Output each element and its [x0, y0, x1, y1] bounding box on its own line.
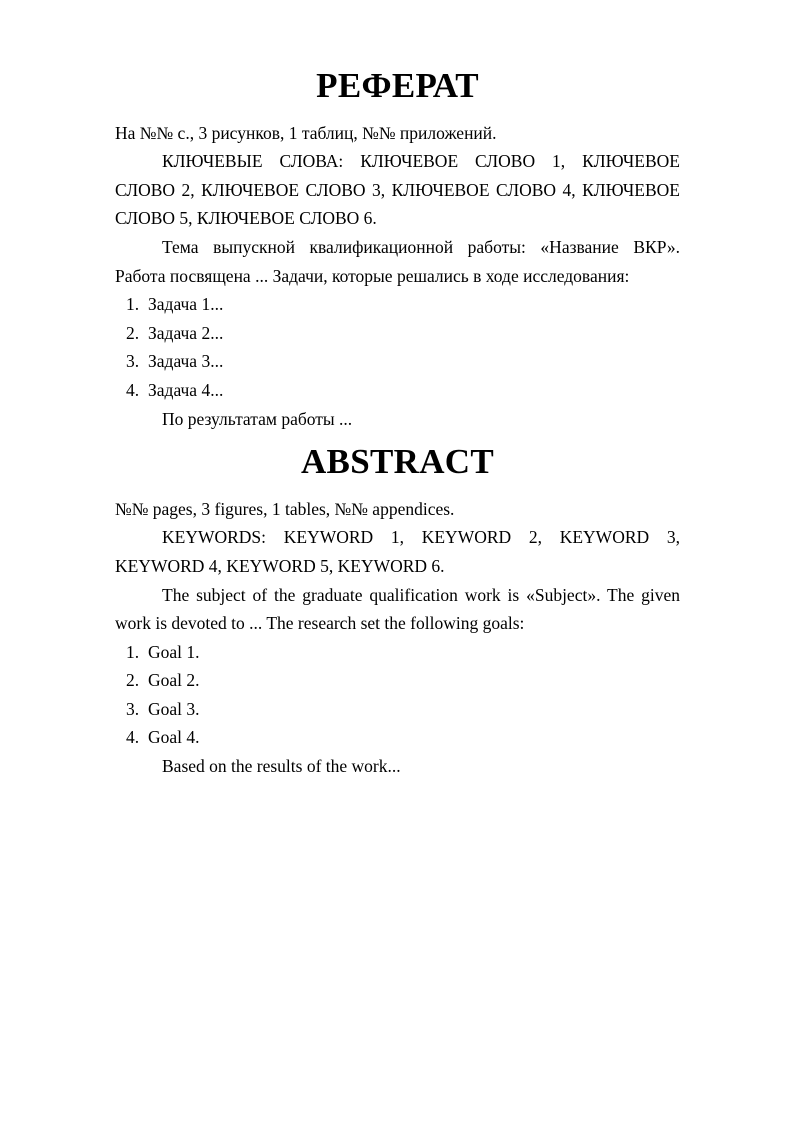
abstract-goal-list: [115, 638, 680, 752]
list-item-number: 2.: [126, 322, 140, 343]
abstract-closing-paragraph: Based on the results of the work...: [162, 756, 401, 777]
list-item-number: 2.: [126, 670, 140, 691]
list-item-number: 1.: [126, 294, 140, 315]
list-item: [115, 638, 680, 667]
list-item-number: 1.: [126, 641, 140, 662]
list-item: [115, 695, 680, 724]
list-item-number: 3.: [126, 351, 140, 372]
list-item-text: Goal 2.: [148, 670, 200, 691]
list-item: [115, 347, 680, 376]
list-item-text: Goal 4.: [148, 727, 200, 748]
list-item-text: Задача 2...: [148, 322, 224, 343]
referat-task-list: [115, 290, 680, 404]
list-item: [115, 723, 680, 752]
referat-body-paragraph: Тема выпускной квалификационной работы: «Название ВКР». Работа посвящена ... Задачи, которые решались в ходе исследования:: [115, 236, 680, 286]
list-item-text: Задача 3...: [148, 351, 224, 372]
abstract-heading: ABSTRACT: [300, 442, 494, 482]
list-item-text: Goal 3.: [148, 698, 200, 719]
list-item-text: Goal 1.: [148, 641, 200, 662]
list-item: [115, 666, 680, 695]
list-item: [115, 290, 680, 319]
abstract-body-paragraph: The subject of the graduate qualification work is «Subject». The given work is devoted to ... The research set the following goals:: [115, 584, 680, 634]
list-item: [115, 319, 680, 348]
list-item-text: Задача 1...: [148, 294, 224, 315]
referat-closing-paragraph: По результатам работы ...: [162, 408, 353, 429]
list-item: [115, 376, 680, 405]
list-item-text: Задача 4...: [148, 379, 224, 400]
list-item-number: 3.: [126, 698, 140, 719]
referat-intro-paragraph: На №№ с., 3 рисунков, 1 таблиц, №№ приложений.: [115, 122, 497, 143]
list-item-number: 4.: [126, 379, 140, 400]
section-referat: [115, 66, 680, 433]
list-item-number: 4.: [126, 727, 140, 748]
section-abstract: [115, 442, 680, 781]
abstract-intro-paragraph: №№ pages, 3 figures, 1 tables, №№ appendices.: [115, 498, 455, 519]
referat-keywords-paragraph: КЛЮЧЕВЫЕ СЛОВА: КЛЮЧЕВОЕ СЛОВО 1, КЛЮЧЕВОЕ СЛОВО 2, КЛЮЧЕВОЕ СЛОВО 3, КЛЮЧЕВОЕ СЛОВО 4, КЛЮЧЕВОЕ СЛОВО 5, КЛЮЧЕВОЕ СЛОВО 6.: [115, 151, 680, 229]
referat-heading: РЕФЕРАТ: [316, 66, 479, 105]
abstract-keywords-paragraph: KEYWORDS: KEYWORD 1, KEYWORD 2, KEYWORD 3, KEYWORD 4, KEYWORD 5, KEYWORD 6.: [115, 527, 680, 576]
